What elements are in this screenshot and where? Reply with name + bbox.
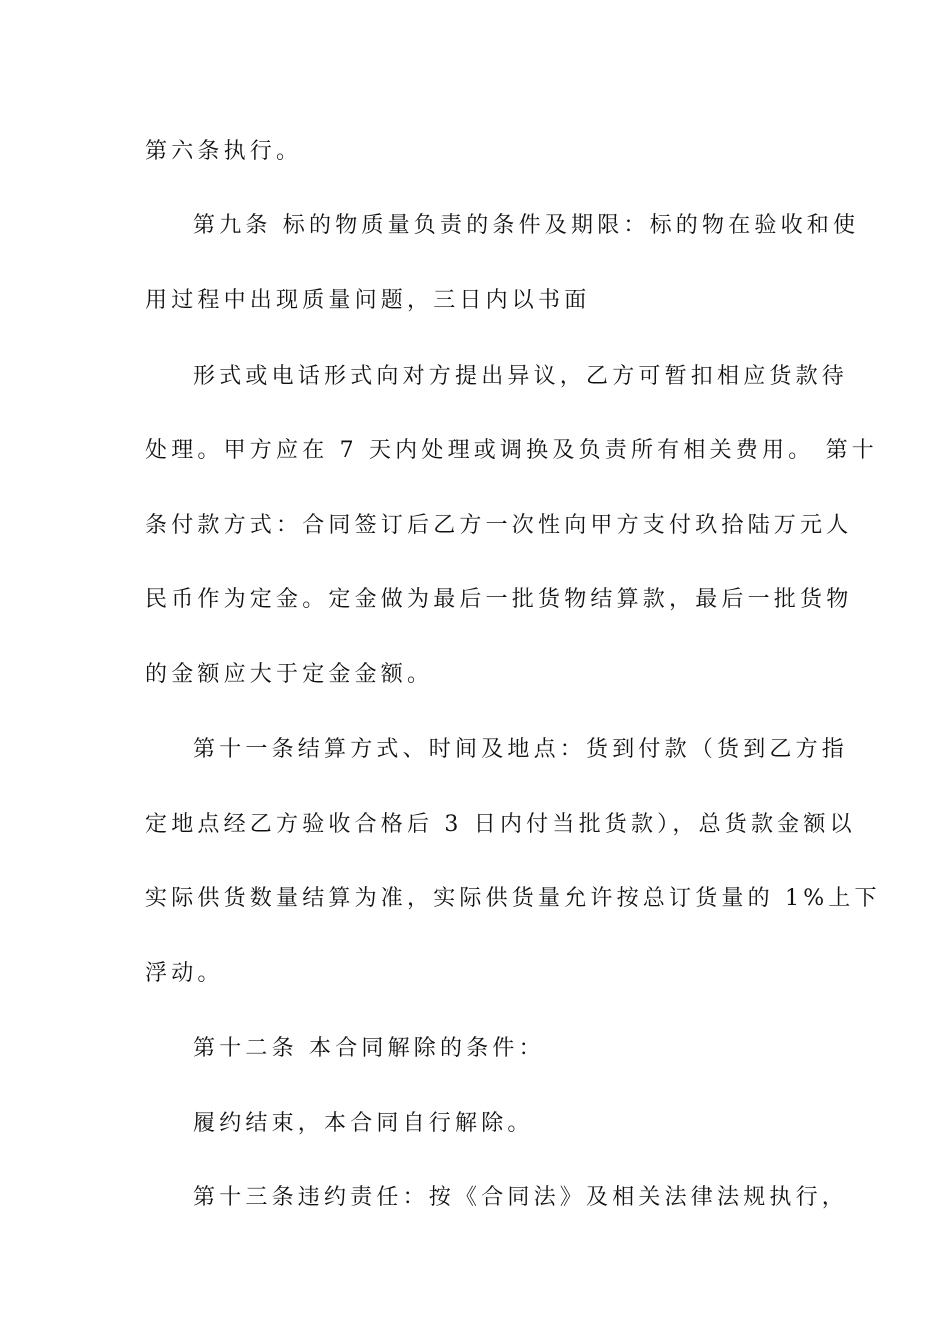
text-line-11: 实际供货数量结算为准，实际供货量允许按总订货量的 1%上下: [145, 886, 881, 911]
text-line-10: 定地点经乙方验收合格后 3 日内付当批货款），总货款金额以: [145, 812, 856, 837]
text-line-3: 用过程中出现质量问题，三日内以书面: [145, 288, 591, 313]
text-line-12: 浮动。: [145, 961, 224, 986]
text-line-5: 处理。甲方应在 7 天内处理或调换及负责所有相关费用。 第十: [145, 438, 878, 463]
text-line-8: 的金额应大于定金金额。: [145, 662, 434, 687]
text-line-1: 第六条执行。: [145, 139, 303, 164]
text-line-14: 履约结束，本合同自行解除。: [193, 1111, 534, 1136]
text-line-9: 第十一条结算方式、时间及地点：货到付款（货到乙方指: [193, 737, 849, 762]
text-line-6: 条付款方式：合同签订后乙方一次性向甲方支付玖拾陆万元人: [145, 513, 853, 538]
text-line-15: 第十三条违约责任：按《合同法》及相关法律法规执行，: [193, 1185, 849, 1210]
text-line-4: 形式或电话形式向对方提出异议，乙方可暂扣相应货款待: [193, 364, 849, 389]
text-line-13: 第十二条 本合同解除的条件：: [193, 1036, 545, 1061]
text-line-7: 民币作为定金。定金做为最后一批货物结算款，最后一批货物: [145, 587, 853, 612]
text-line-2: 第九条 标的物质量负责的条件及期限：标的物在验收和使: [193, 213, 860, 238]
